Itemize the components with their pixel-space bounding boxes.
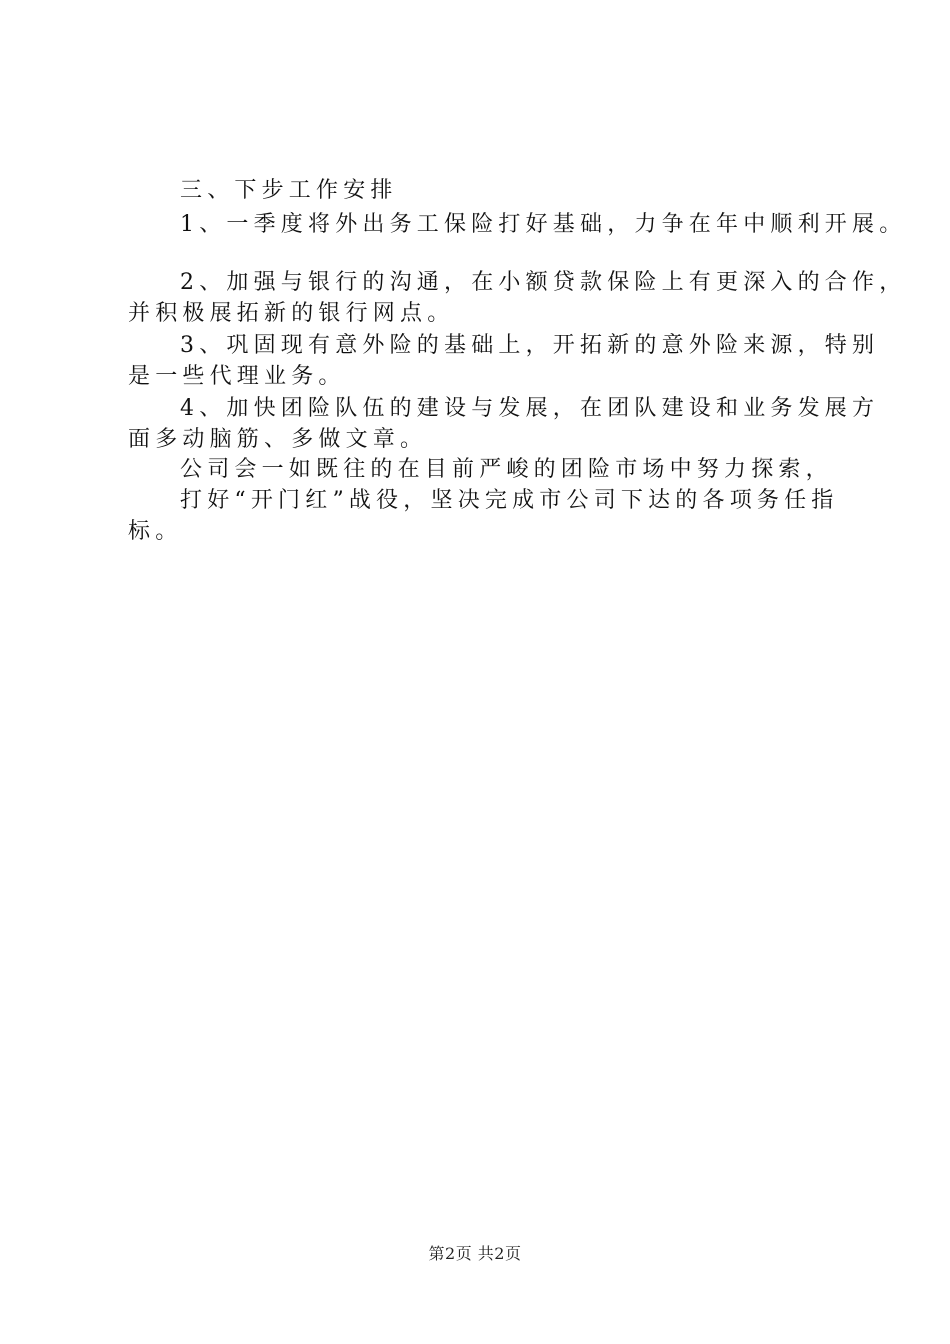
paragraph-line: 公司会一如既往的在目前严峻的团险市场中努力探索， [180,457,833,482]
paragraph-line: 打好“开门红”战役，坚决完成市公司下达的各项务任指 [180,488,839,513]
paragraph-line: 面多动脑筋、多做文章。 [128,427,428,452]
paragraph-line: 2、加强与银行的沟通，在小额贷款保险上有更深入的合作， [180,270,907,295]
paragraph-line: 4、加快团险队伍的建设与发展，在团队建设和业务发展方 [180,396,880,421]
paragraph-line: 3、巩固现有意外险的基础上，开拓新的意外险来源，特别 [180,333,880,358]
paragraph-line: 是一些代理业务。 [128,364,346,389]
page-number-footer: 第2页 共2页 [428,1244,522,1263]
paragraph-line: 并积极展拓新的银行网点。 [128,301,455,326]
paragraph-line: 1、一季度将外出务工保险打好基础，力争在年中顺利开展。 [180,212,907,237]
section-heading: 三、下步工作安排 [180,178,398,203]
paragraph-line: 标。 [128,519,183,544]
